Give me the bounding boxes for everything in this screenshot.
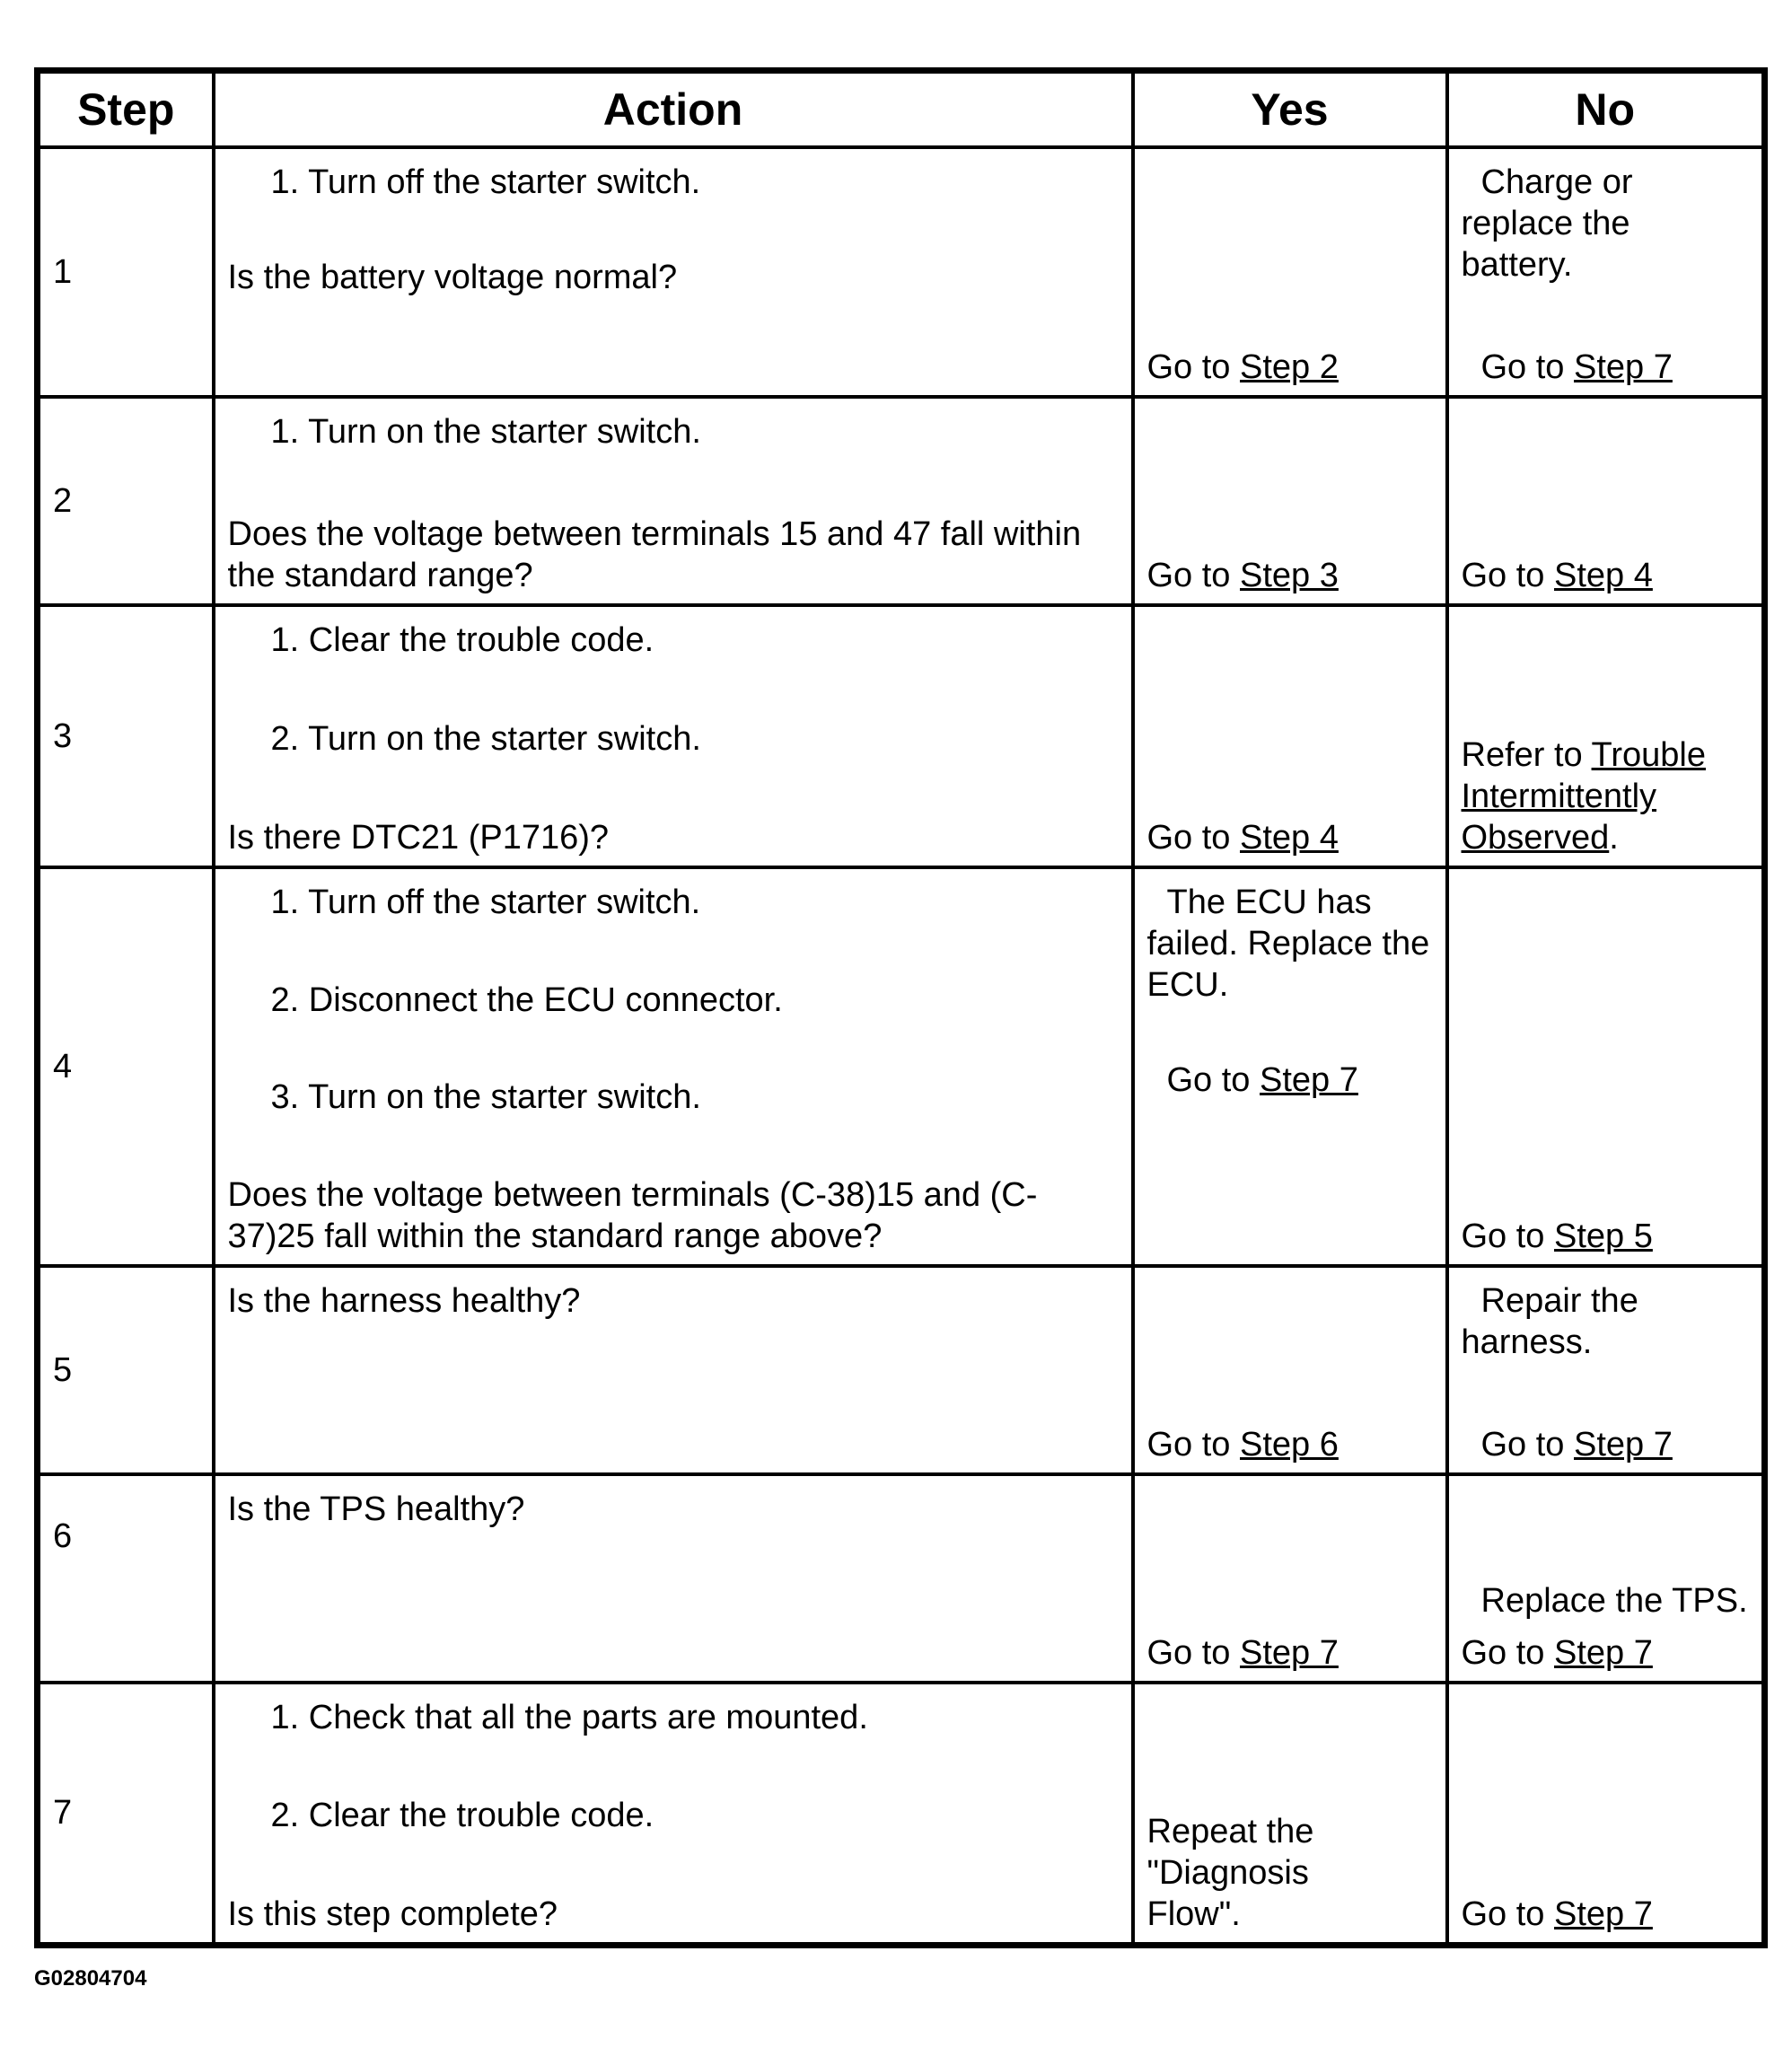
step-number: 2 — [53, 482, 73, 520]
table-row — [38, 867, 1765, 1266]
goto-text: Go to — [1480, 348, 1574, 386]
action-item: 1. Check that all the parts are mounted. — [270, 1699, 868, 1736]
header-no: No — [1447, 71, 1765, 148]
yes-cell — [1133, 867, 1447, 1266]
no-cell — [1447, 1266, 1765, 1474]
step-link[interactable]: Step 7 — [1240, 1634, 1339, 1672]
action-question: Is the battery voltage normal? — [227, 259, 678, 296]
step-link[interactable]: Step 4 — [1554, 557, 1653, 594]
no-cell — [1447, 397, 1765, 605]
step-number: 5 — [53, 1351, 73, 1389]
action-item: 1. Turn off the starter switch. — [270, 883, 701, 921]
period: . — [1609, 819, 1619, 857]
no-cell — [1447, 1683, 1765, 1945]
table-row — [38, 1266, 1765, 1474]
no-cell — [1447, 1474, 1765, 1683]
no-remedy-text: Replace the TPS. — [1480, 1582, 1748, 1620]
refer-text: Refer to — [1461, 736, 1592, 774]
no-remedy-text: Charge or replace the battery. — [1461, 163, 1633, 284]
no-cell — [1447, 867, 1765, 1266]
step-number: 1 — [53, 253, 73, 291]
table-row — [38, 1683, 1765, 1945]
goto-text: Go to — [1480, 1426, 1574, 1463]
goto-text: Go to — [1461, 1894, 1554, 1933]
step-number: 3 — [53, 717, 73, 755]
step-cell — [38, 147, 214, 397]
step-cell — [38, 867, 214, 1266]
step-link[interactable]: Step 3 — [1240, 557, 1339, 594]
table-row — [38, 605, 1765, 867]
no-remedy-text: Repair the harness. — [1461, 1282, 1638, 1361]
yes-cell — [1133, 1474, 1447, 1683]
goto-text: Go to — [1166, 1061, 1260, 1099]
yes-cell — [1133, 1266, 1447, 1474]
action-question: Is the harness healthy? — [227, 1282, 581, 1320]
step-cell — [38, 605, 214, 867]
header-step: Step — [38, 71, 214, 148]
step-link[interactable]: Step 4 — [1240, 819, 1339, 857]
step-link[interactable]: Step 7 — [1574, 1426, 1673, 1463]
step-cell — [38, 1683, 214, 1945]
action-question: Is this step complete? — [227, 1894, 558, 1933]
goto-text: Go to — [1146, 819, 1240, 857]
action-cell — [214, 605, 1133, 867]
goto-text: Go to — [1461, 1634, 1554, 1672]
goto-text: Go to — [1461, 1217, 1554, 1255]
action-item: 2. Disconnect the ECU connector. — [270, 980, 783, 1019]
action-question: Does the voltage between terminals 15 and 47 fall within the standard range? — [227, 515, 1082, 594]
step-link[interactable]: Step 5 — [1554, 1217, 1653, 1255]
yes-cell — [1133, 397, 1447, 605]
step-link[interactable]: Step 6 — [1240, 1426, 1339, 1463]
action-cell — [214, 397, 1133, 605]
step-link[interactable]: Step 7 — [1554, 1894, 1653, 1933]
goto-text: Go to — [1146, 1426, 1240, 1463]
trouble-link[interactable]: Trouble Intermittently Observed — [1461, 736, 1706, 857]
step-link[interactable]: Step 2 — [1240, 348, 1339, 386]
action-item: 2. Turn on the starter switch. — [270, 720, 701, 758]
step-link[interactable]: Step 7 — [1554, 1634, 1653, 1672]
step-cell — [38, 1266, 214, 1474]
header-action: Action — [214, 71, 1133, 148]
yes-cell — [1133, 147, 1447, 397]
yes-remedy-text: Repeat the "Diagnosis Flow". — [1146, 1812, 1314, 1933]
yes-remedy-text: The ECU has failed. Replace the ECU. — [1146, 883, 1430, 1004]
action-item: 2. Clear the trouble code. — [270, 1797, 654, 1835]
action-cell — [214, 867, 1133, 1266]
step-number: 4 — [53, 1048, 73, 1086]
step-number: 7 — [53, 1794, 73, 1833]
goto-text: Go to — [1461, 557, 1554, 594]
action-item: 1. Clear the trouble code. — [270, 621, 654, 659]
step-number: 6 — [53, 1517, 73, 1555]
action-cell — [214, 1474, 1133, 1683]
goto-text: Go to — [1146, 348, 1240, 386]
action-item: 3. Turn on the starter switch. — [270, 1078, 701, 1117]
action-cell — [214, 1266, 1133, 1474]
no-cell — [1447, 147, 1765, 397]
no-cell — [1447, 605, 1765, 867]
goto-text: Go to — [1146, 557, 1240, 594]
step-cell — [38, 397, 214, 605]
action-question: Does the voltage between terminals (C-38)15 and (C-37)25 fall within the standard range above? — [227, 1175, 1038, 1255]
action-cell — [214, 147, 1133, 397]
table-row — [38, 1474, 1765, 1683]
header-yes: Yes — [1133, 71, 1447, 148]
action-question: Is the TPS healthy? — [227, 1490, 525, 1528]
yes-cell — [1133, 1683, 1447, 1945]
table-row — [38, 147, 1765, 397]
action-cell — [214, 1683, 1133, 1945]
goto-text: Go to — [1146, 1634, 1240, 1672]
figure-id-label: G02804704 — [34, 1966, 147, 1991]
step-link[interactable]: Step 7 — [1260, 1061, 1358, 1099]
step-link[interactable]: Step 7 — [1574, 348, 1673, 386]
table-row — [38, 397, 1765, 605]
diagnosis-table — [34, 67, 1768, 1948]
action-question: Is there DTC21 (P1716)? — [227, 819, 610, 857]
yes-cell — [1133, 605, 1447, 867]
action-item: 1. Turn on the starter switch. — [270, 413, 701, 451]
step-cell — [38, 1474, 214, 1683]
header-row — [38, 71, 1765, 148]
action-item: 1. Turn off the starter switch. — [270, 163, 701, 201]
